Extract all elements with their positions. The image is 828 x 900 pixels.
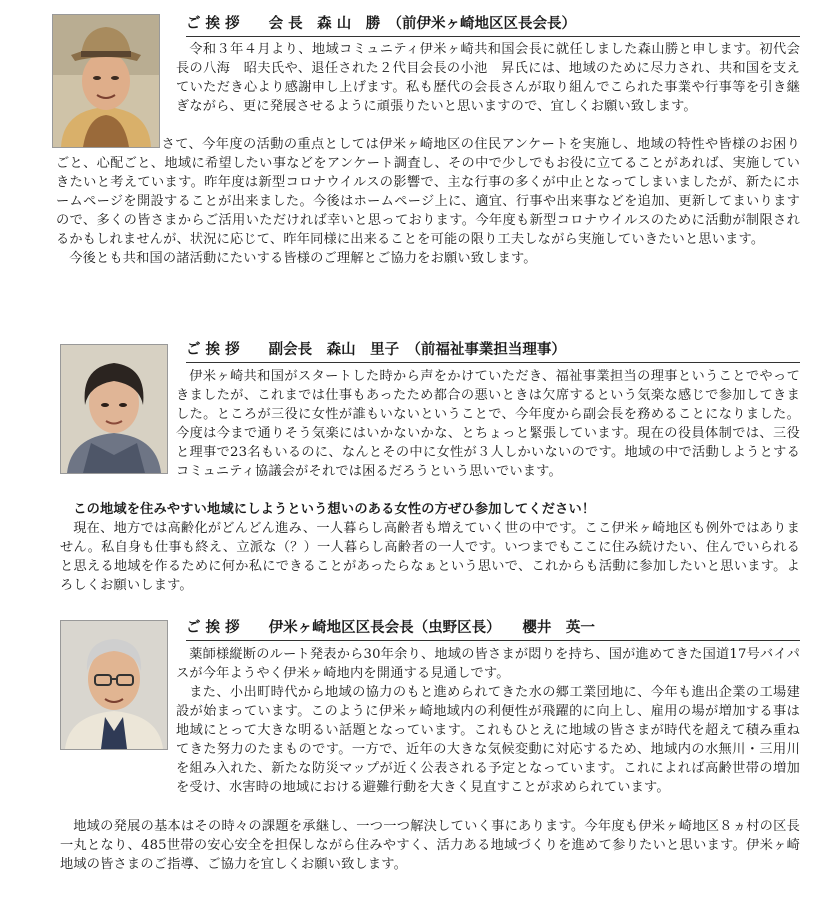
elderly-woman-portrait-icon [61,345,167,473]
paragraph: 今後とも共和国の諸活動にたいする皆様のご理解とご協力をお願い致します。 [69,251,537,266]
greeting-section-vice-chairman [0,336,828,606]
call-to-action: この地域を住みやすい地域にしようという想いのある女性の方ぜひ参加してください！ [73,502,596,517]
section-body-continued [56,135,800,268]
greeting-section-district-head [0,612,828,900]
section-heading: ご 挨 拶 伊米ヶ崎地区区長会長（虫野区長） 櫻井 英一 [186,618,800,641]
section-body [176,645,800,797]
paragraph: 令和３年４月より、地域コミュニティ伊米ヶ崎共和国会長に就任しました森山勝と申します。初代会長の八海 昭夫氏や、退任された２代目会長の小池 昇氏には、地域のために尽力され、共和国を支えていただき心より感謝申し上げます。私も歴代の会長さんが取り組んでこられた事業や行事等を引き継ぎながら、更に発展させるように頑張りたいと思いますので、宜しくお願い致します。 [176,42,800,114]
section-heading: ご 挨 拶 副会長 森山 里子 （前福祉事業担当理事） [186,340,800,363]
chairman-photo [52,14,160,148]
paragraph: 現在、地方では高齢化がどんどん進み、一人暮らし高齢者も増えていく世の中です。ここ伊米ヶ崎地区も例外ではありません。私自身も仕事も終え、立派な（？）一人暮らし高齢者の一人です。いつまでもここに住み続けたい、住んでいられると思える地域を作るために何か私にできることがあったらなぁという思いで、これからも活動に参加したいと思います。よろしくお願いします。 [60,521,800,593]
elderly-man-glasses-portrait-icon [61,621,167,749]
section-body [176,367,800,481]
paragraph: 地域の発展の基本はその時々の課題を承継し、一つ一つ解決していく事にあります。今年度も伊米ヶ崎地区８ヵ村の区長一丸となり、485世帯の安心安全を担保しながら住みやすく、活力ある地域づくりを進めて参りたいと思います。伊米ヶ崎地域の皆さまのご指導、ご協力を宜しくお願い致します。 [60,819,800,872]
section-body [176,40,800,116]
section-body-continued [60,500,800,595]
paragraph: 伊米ヶ崎共和国がスタートした時から声をかけていただき、福祉事業担当の理事ということでやってきましたが、これまでは仕事もあったため都合の悪いときは欠席するという気楽な感じで参加してきました。ところが三役に女性が誰もいないということで、今年度から副会長を務めることになりました。今度は今まで通りそう気楽にはいかないかな、とちょっと緊張しています。現在の役員体制では、三役と理事で23名もいるのに、なんとその中に女性が３人しかいないのです。地域の中で活動しようとするコミュニティ協議会がそれでは困るだろうという思いでいます。 [176,369,800,479]
vice-chairman-photo [60,344,168,474]
paragraph: さて、今年度の活動の重点としては伊米ヶ崎地区の住民アンケートを実施し、地域の特性や皆様のお困りごと、心配ごと、地域に希望したい事などをアンケート調査し、その中で少しでもお役に立てることがあれば、実施していきたいと考えています。昨年度は新型コロナウイルスの影響で、主な行事の多くが中止となってしまいましたが、新たにホームページを開設することが出来ました。今後はホームページ上に、適宜、行事や出来事などを追加、更新してまいりますので、多くの皆さまからご活用いただければ幸いと思っております。今年度も新型コロナウイルスのために活動が制限されるかもしれませんが、状況に応じて、昨年同様に出来ることを可能の限り工夫しながら実施していきたいと思います。 [56,137,800,247]
section-body-continued [60,817,800,874]
district-head-photo [60,620,168,750]
section-heading: ご 挨 拶 会 長 森 山 勝 （前伊米ヶ崎地区区長会長） [186,14,800,37]
paragraph: また、小出町時代から地域の協力のもと進められてきた水の郷工業団地に、今年も進出企業の工場建設が始まっています。このように伊米ヶ崎地域内の利便性が飛躍的に向上し、雇用の場が増加する事は地域にとって大きな明るい話題となっています。これもひとえに地域の皆さまが時代を超えて積み重ねてきた努力のたまものです。一方で、近年の大きな気候変動に対応するため、地域内の水無川・三用川を組み入れた、新たな防災マップが近く公表される予定となっています。これによれば高齢世帯の増加を受け、水害時の地域における避難行動を大きく見直すことが求められています。 [176,685,800,795]
greeting-section-chairman [0,0,828,320]
elderly-man-with-hat-portrait-icon [53,15,159,147]
paragraph: 薬師様縦断のルート発表から30年余り、地域の皆さまが悶りを持ち、国が進めてきた国道17号バイパスが今年ようやく伊米ヶ崎地内を開通する見通しです。 [176,647,800,681]
